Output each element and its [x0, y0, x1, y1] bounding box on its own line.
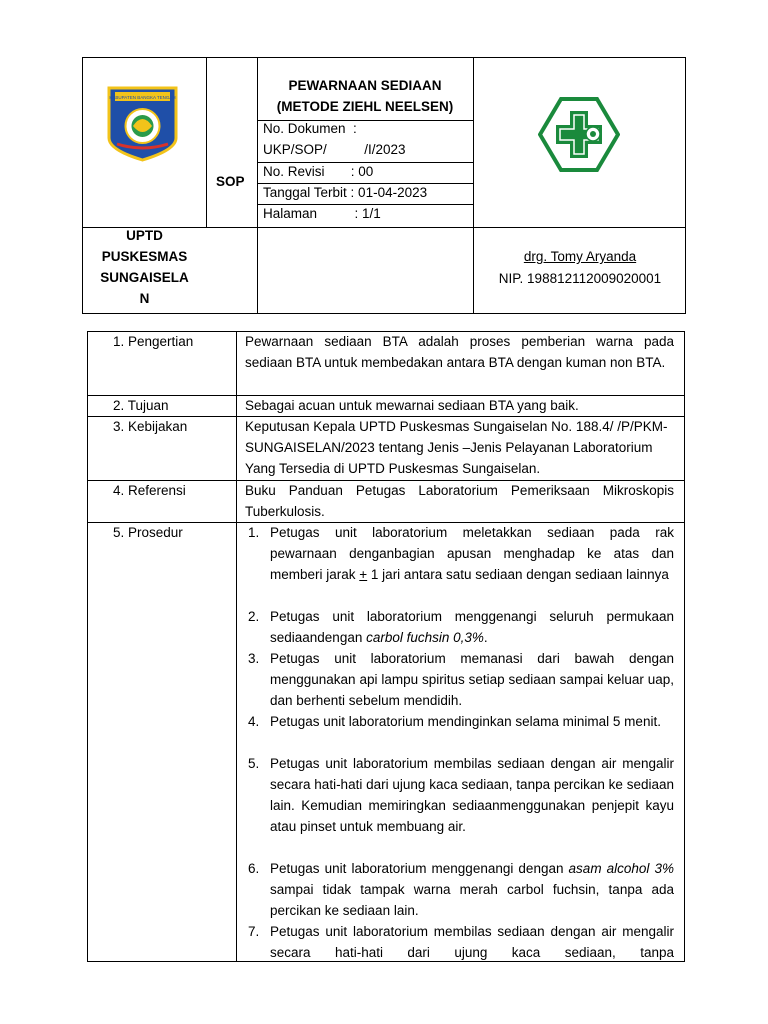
procedure-step [248, 711, 674, 732]
procedure-step-text: Petugas unit laboratorium memanasi dari bawah dengan menggunakan api lampu spiritus setiap sediaan sampai keluar uap, dan berhenti sebelum mendidih. [270, 651, 674, 708]
revision-number: No. Revisi : 00 [263, 164, 374, 179]
procedure-step [248, 753, 674, 837]
procedure-step-text: Petugas unit laboratorium membilas sediaan dengan air mengalir secara hati-hati dari ujung kaca sediaan, tanpa percikan ke sediaan lain. Kemudian memiringkan sediaanmenggunakan penjepit kayu atau pinset untuk membuang air. [270, 756, 674, 834]
procedure-step [248, 606, 674, 648]
procedure-step-number: 7. [248, 924, 260, 939]
section-label-pengertian: 1. Pengertian [113, 334, 194, 349]
section-label-tujuan: 2. Tujuan [113, 398, 169, 413]
procedure-step-number: 3. [248, 651, 260, 666]
procedure-step-text: Petugas unit laboratorium membilas sediaan dengan air mengalir secara hati-hati dari ujung kaca sediaan, tanpa [270, 924, 674, 960]
procedure-step-text: Petugas unit laboratorium mendinginkan selama minimal 5 menit. [270, 714, 661, 729]
regency-logo-text: KABUPATEN BANGKA TENGAH [109, 95, 176, 100]
procedure-step-number: 1. [248, 525, 260, 540]
procedure-step-number: 4. [248, 714, 260, 729]
procedure-step [248, 858, 674, 921]
doc-title-line1: PEWARNAAN SEDIAAN [288, 78, 442, 93]
regency-logo [107, 86, 178, 162]
section-text-pengertian: Pewarnaan sediaan BTA adalah proses pemberian warna pada sediaan BTA untuk membedakan antara BTA dengan kuman non BTA. [245, 334, 674, 370]
section-text-tujuan: Sebagai acuan untuk mewarnai sediaan BTA yang baik. [245, 398, 579, 413]
header-divider [206, 57, 207, 227]
sop-label: SOP [216, 174, 245, 189]
section-text-referensi: Buku Panduan Petugas Laboratorium Pemeriksaan Mikroskopis Tuberkulosis. [245, 483, 674, 519]
procedure-step [248, 921, 674, 963]
section-label-prosedur: 5. Prosedur [113, 525, 183, 540]
procedure-step-text: Petugas unit laboratorium menggenangi seluruh permukaan sediaandengan carbol fuchsin 0,3%. [270, 609, 674, 645]
org-name-line3: SUNGAISELA [100, 270, 189, 285]
doc-number-value: UKP/SOP/ /I/2023 [263, 142, 406, 157]
page-count: Halaman : 1/1 [263, 206, 381, 221]
signer-name: drg. Tomy Aryanda [523, 249, 637, 264]
procedure-step-number: 2. [248, 609, 260, 624]
doc-number-label: No. Dokumen : [263, 121, 357, 136]
puskesmas-logo [538, 97, 620, 172]
signer-nip: NIP. 198812112009020001 [498, 271, 662, 286]
procedure-step-number: 5. [248, 756, 260, 771]
procedure-step [248, 648, 674, 711]
org-name-line1: UPTD [126, 228, 163, 243]
section-label-referensi: 4. Referensi [113, 483, 186, 498]
section-label-kebijakan: 3. Kebijakan [113, 419, 188, 434]
procedure-step-text: Petugas unit laboratorium meletakkan sediaan pada rak pewarnaan denganbagian apusan menghadap ke atas dan memberi jarak + 1 jari antara satu sediaan dengan sediaan lainnya [270, 525, 674, 582]
procedure-step [248, 522, 674, 585]
section-text-kebijakan: Keputusan Kepala UPTD Puskesmas Sungaiselan No. 188.4/ /P/PKM-SUNGAISELAN/2023 tentang Jenis –Jenis Pelayanan Laboratorium Yang Tersedia di UPTD Puskesmas Sungaiselan. [245, 419, 668, 476]
org-name-line4: N [139, 291, 150, 306]
procedure-step-text: Petugas unit laboratorium menggenangi dengan asam alcohol 3% sampai tidak tampak warna merah carbol fuchsin, tanpa ada percikan ke sediaan lain. [270, 861, 674, 918]
issue-date: Tanggal Terbit : 01-04-2023 [263, 185, 428, 200]
doc-title-line2: (METODE ZIEHL NEELSEN) [276, 99, 454, 114]
content-divider [236, 331, 237, 962]
procedure-step-number: 6. [248, 861, 260, 876]
org-name-line2: PUSKESMAS [101, 249, 188, 264]
